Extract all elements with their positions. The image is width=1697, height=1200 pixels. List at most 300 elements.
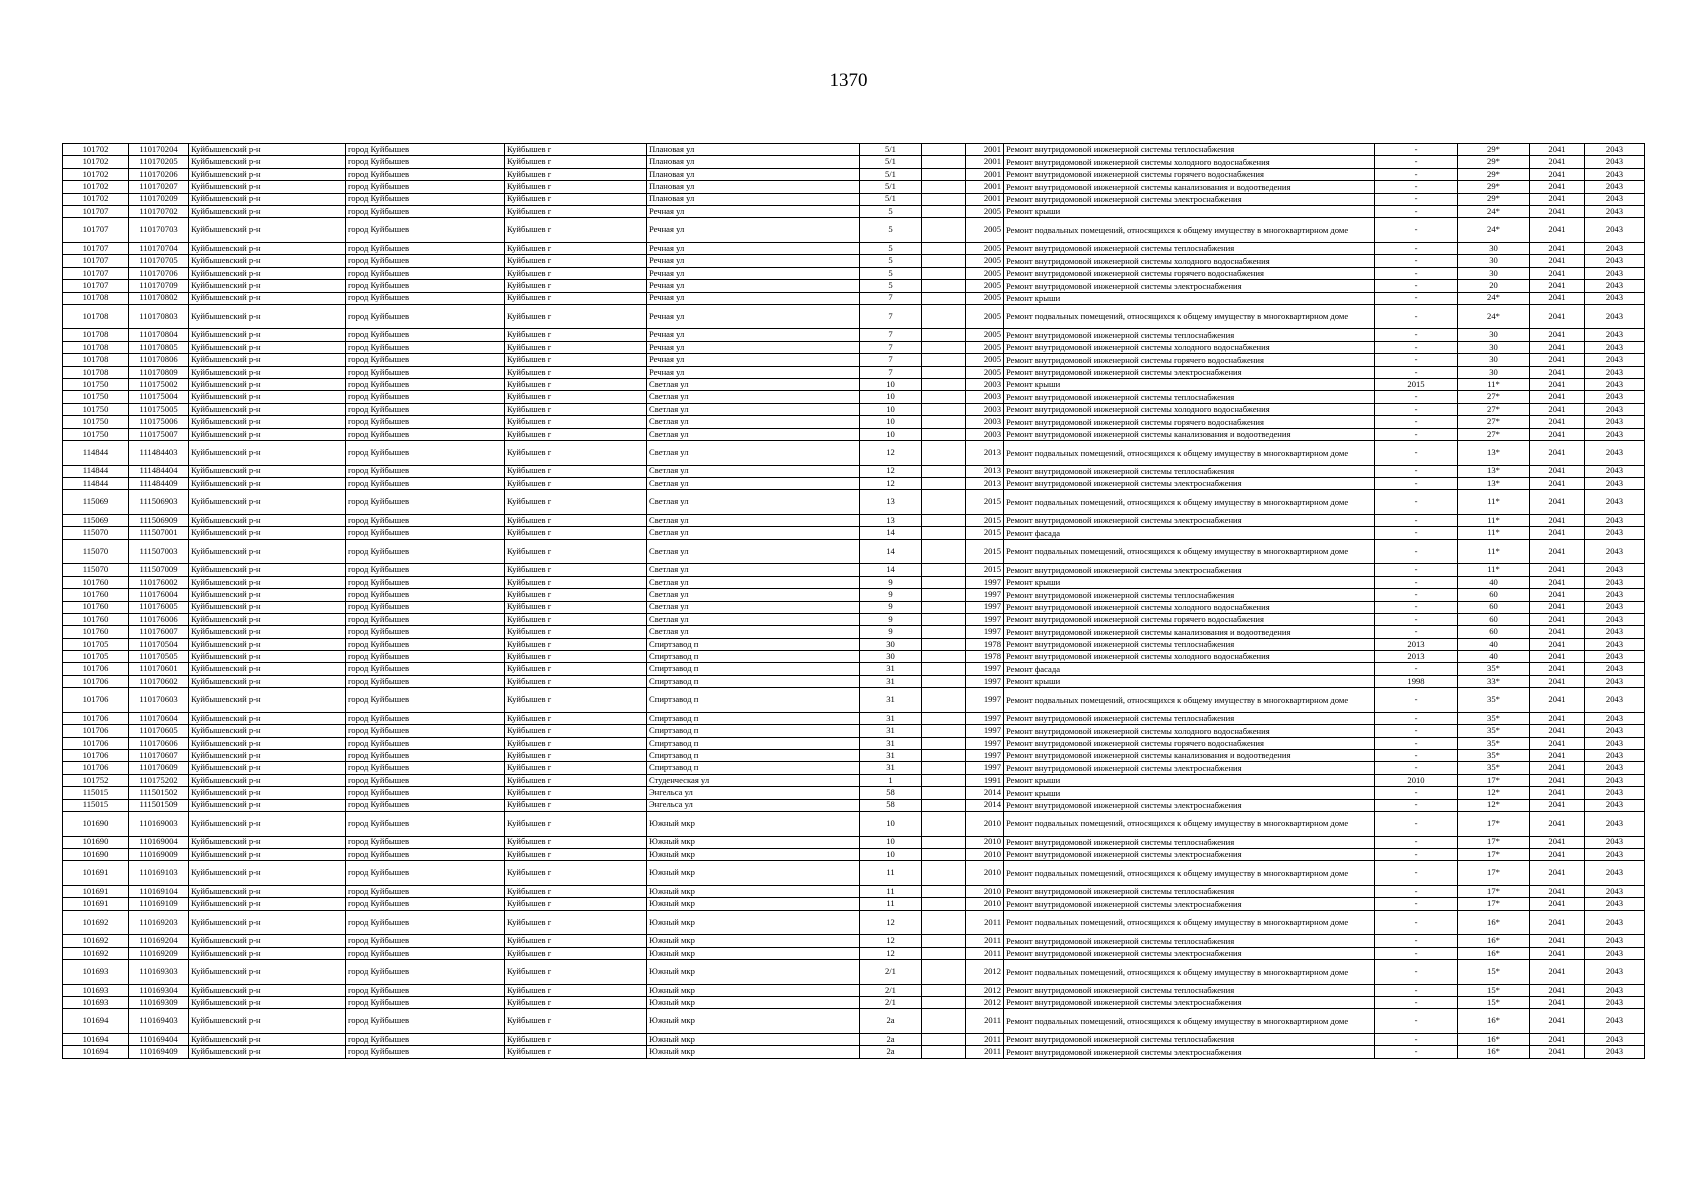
work-id: 111501509 [129,799,189,811]
plan-end-year-cell: 2043 [1585,181,1645,193]
building-cell [922,366,966,378]
wear-percent-cell: 35* [1458,762,1530,774]
table-row [63,1034,1645,1046]
district-cell: Куйбышевский р-н [189,613,346,625]
settlement-cell: Куйбышев г [505,193,647,205]
work-type-cell: Ремонт подвальных помещений, относящихся к общему имуществу в многоквартирном доме [1004,811,1375,836]
plan-start-year-cell: 2041 [1530,242,1585,254]
street-cell: Речная ул [647,218,860,243]
last-repair-year-cell: - [1375,465,1458,477]
house-number-cell: 5 [860,218,922,243]
work-type-cell: Ремонт подвальных помещений, относящихся к общему имуществу в многоквартирном доме [1004,490,1375,515]
work-id: 110169309 [129,997,189,1009]
house-id: 101760 [63,613,129,625]
plan-end-year-cell: 2043 [1585,638,1645,650]
last-repair-year-cell: - [1375,193,1458,205]
house-id: 101708 [63,292,129,304]
table-row [63,354,1645,366]
wear-percent-cell: 60 [1458,613,1530,625]
house-number-cell: 5 [860,242,922,254]
municipality-cell: город Куйбышев [346,366,505,378]
plan-start-year-cell: 2041 [1530,490,1585,515]
municipality-cell: город Куйбышев [346,626,505,638]
district-cell: Куйбышевский р-н [189,799,346,811]
work-type-cell: Ремонт подвальных помещений, относящихся к общему имуществу в многоквартирном доме [1004,441,1375,466]
district-cell: Куйбышевский р-н [189,205,346,217]
year-built-cell: 2005 [966,341,1004,353]
work-type-cell: Ремонт внутридомовой инженерной системы холодного водоснабжения [1004,403,1375,415]
work-type-cell: Ремонт внутридомовой инженерной системы холодного водоснабжения [1004,255,1375,267]
table-row [63,341,1645,353]
wear-percent-cell: 60 [1458,601,1530,613]
building-cell [922,218,966,243]
house-number-cell: 5/1 [860,181,922,193]
house-id: 101706 [63,750,129,762]
work-type-cell: Ремонт внутридомовой инженерной системы теплоснабжения [1004,984,1375,996]
work-id: 110170605 [129,725,189,737]
building-cell [922,712,966,724]
house-id: 101750 [63,379,129,391]
plan-start-year-cell: 2041 [1530,292,1585,304]
table-row [63,490,1645,515]
district-cell: Куйбышевский р-н [189,416,346,428]
work-id: 111484403 [129,441,189,466]
plan-start-year-cell: 2041 [1530,1009,1585,1034]
last-repair-year-cell: - [1375,341,1458,353]
house-number-cell: 7 [860,304,922,329]
street-cell: Южный мкр [647,836,860,848]
house-id: 101692 [63,947,129,959]
house-id: 101702 [63,181,129,193]
house-number-cell: 31 [860,750,922,762]
municipality-cell: город Куйбышев [346,576,505,588]
house-id: 101692 [63,935,129,947]
table-row [63,193,1645,205]
house-number-cell: 5 [860,205,922,217]
work-id: 110170703 [129,218,189,243]
municipality-cell: город Куйбышев [346,242,505,254]
plan-start-year-cell: 2041 [1530,205,1585,217]
settlement-cell: Куйбышев г [505,255,647,267]
last-repair-year-cell: - [1375,564,1458,576]
building-cell [922,514,966,526]
year-built-cell: 2005 [966,267,1004,279]
plan-start-year-cell: 2041 [1530,947,1585,959]
house-id: 115069 [63,514,129,526]
plan-start-year-cell: 2041 [1530,589,1585,601]
district-cell: Куйбышевский р-н [189,168,346,180]
house-id: 115015 [63,799,129,811]
settlement-cell: Куйбышев г [505,935,647,947]
building-cell [922,490,966,515]
work-id: 111506909 [129,514,189,526]
table-row [63,638,1645,650]
settlement-cell: Куйбышев г [505,329,647,341]
plan-end-year-cell: 2043 [1585,416,1645,428]
work-type-cell: Ремонт внутридомовой инженерной системы горячего водоснабжения [1004,737,1375,749]
building-cell [922,1046,966,1058]
work-type-cell: Ремонт внутридомовой инженерной системы холодного водоснабжения [1004,156,1375,168]
house-number-cell: 11 [860,861,922,886]
settlement-cell: Куйбышев г [505,663,647,675]
building-cell [922,997,966,1009]
year-built-cell: 2012 [966,984,1004,996]
street-cell: Светлая ул [647,379,860,391]
municipality-cell: город Куйбышев [346,712,505,724]
wear-percent-cell: 15* [1458,960,1530,985]
work-id: 110176007 [129,626,189,638]
settlement-cell: Куйбышев г [505,205,647,217]
street-cell: Южный мкр [647,960,860,985]
house-id: 101692 [63,910,129,935]
work-type-cell: Ремонт внутридомовой инженерной системы канализования и водоотведения [1004,626,1375,638]
street-cell: Южный мкр [647,1046,860,1058]
plan-end-year-cell: 2043 [1585,465,1645,477]
wear-percent-cell: 40 [1458,651,1530,663]
plan-start-year-cell: 2041 [1530,675,1585,687]
house-id: 101706 [63,712,129,724]
wear-percent-cell: 17* [1458,811,1530,836]
work-id: 110169209 [129,947,189,959]
table-row [63,441,1645,466]
house-id: 101706 [63,737,129,749]
house-number-cell: 2/1 [860,984,922,996]
work-type-cell: Ремонт внутридомовой инженерной системы канализования и водоотведения [1004,750,1375,762]
plan-start-year-cell: 2041 [1530,477,1585,489]
work-id: 110169204 [129,935,189,947]
plan-end-year-cell: 2043 [1585,613,1645,625]
settlement-cell: Куйбышев г [505,366,647,378]
building-cell [922,1034,966,1046]
plan-end-year-cell: 2043 [1585,156,1645,168]
plan-end-year-cell: 2043 [1585,984,1645,996]
work-type-cell: Ремонт фасада [1004,527,1375,539]
plan-end-year-cell: 2043 [1585,774,1645,786]
street-cell: Плановая ул [647,144,860,156]
year-built-cell: 2010 [966,836,1004,848]
work-id: 111501502 [129,787,189,799]
work-type-cell: Ремонт внутридомовой инженерной системы электроснабжения [1004,997,1375,1009]
settlement-cell: Куйбышев г [505,675,647,687]
settlement-cell: Куйбышев г [505,564,647,576]
street-cell: Плановая ул [647,156,860,168]
house-number-cell: 10 [860,811,922,836]
year-built-cell: 2011 [966,947,1004,959]
house-id: 101706 [63,663,129,675]
house-number-cell: 12 [860,947,922,959]
building-cell [922,255,966,267]
settlement-cell: Куйбышев г [505,168,647,180]
wear-percent-cell: 35* [1458,663,1530,675]
street-cell: Южный мкр [647,935,860,947]
plan-end-year-cell: 2043 [1585,341,1645,353]
work-type-cell: Ремонт подвальных помещений, относящихся к общему имуществу в многоквартирном доме [1004,218,1375,243]
building-cell [922,267,966,279]
year-built-cell: 2001 [966,168,1004,180]
house-id: 101691 [63,898,129,910]
house-number-cell: 9 [860,613,922,625]
wear-percent-cell: 30 [1458,366,1530,378]
work-id: 110170505 [129,651,189,663]
work-type-cell: Ремонт внутридомовой инженерной системы теплоснабжения [1004,329,1375,341]
house-number-cell: 14 [860,564,922,576]
plan-end-year-cell: 2043 [1585,626,1645,638]
house-number-cell: 30 [860,638,922,650]
municipality-cell: город Куйбышев [346,997,505,1009]
table-row [63,997,1645,1009]
table-row [63,750,1645,762]
settlement-cell: Куйбышев г [505,762,647,774]
last-repair-year-cell: - [1375,848,1458,860]
last-repair-year-cell: - [1375,947,1458,959]
settlement-cell: Куйбышев г [505,292,647,304]
table-row [63,527,1645,539]
building-cell [922,638,966,650]
table-row [63,725,1645,737]
work-type-cell: Ремонт подвальных помещений, относящихся к общему имуществу в многоквартирном доме [1004,539,1375,564]
year-built-cell: 1997 [966,626,1004,638]
plan-start-year-cell: 2041 [1530,564,1585,576]
municipality-cell: город Куйбышев [346,898,505,910]
house-number-cell: 11 [860,885,922,897]
last-repair-year-cell: - [1375,477,1458,489]
table-row [63,626,1645,638]
settlement-cell: Куйбышев г [505,688,647,713]
work-type-cell: Ремонт внутридомовой инженерной системы теплоснабжения [1004,1034,1375,1046]
house-number-cell: 31 [860,688,922,713]
settlement-cell: Куйбышев г [505,774,647,786]
house-id: 101750 [63,416,129,428]
district-cell: Куйбышевский р-н [189,193,346,205]
wear-percent-cell: 29* [1458,193,1530,205]
year-built-cell: 2001 [966,181,1004,193]
house-number-cell: 14 [860,527,922,539]
work-id: 110176005 [129,601,189,613]
street-cell: Спиртзавод п [647,688,860,713]
building-cell [922,391,966,403]
house-number-cell: 5/1 [860,156,922,168]
district-cell: Куйбышевский р-н [189,675,346,687]
street-cell: Энгельса ул [647,799,860,811]
last-repair-year-cell: - [1375,836,1458,848]
plan-end-year-cell: 2043 [1585,651,1645,663]
work-type-cell: Ремонт внутридомовой инженерной системы горячего водоснабжения [1004,354,1375,366]
work-id: 110176002 [129,576,189,588]
street-cell: Южный мкр [647,1034,860,1046]
street-cell: Светлая ул [647,626,860,638]
wear-percent-cell: 13* [1458,477,1530,489]
settlement-cell: Куйбышев г [505,354,647,366]
plan-end-year-cell: 2043 [1585,885,1645,897]
building-cell [922,589,966,601]
table-row [63,787,1645,799]
building-cell [922,416,966,428]
district-cell: Куйбышевский р-н [189,725,346,737]
street-cell: Светлая ул [647,514,860,526]
plan-end-year-cell: 2043 [1585,218,1645,243]
building-cell [922,205,966,217]
municipality-cell: город Куйбышев [346,304,505,329]
municipality-cell: город Куйбышев [346,465,505,477]
year-built-cell: 2015 [966,514,1004,526]
table-row [63,799,1645,811]
plan-start-year-cell: 2041 [1530,960,1585,985]
house-id: 101706 [63,675,129,687]
house-number-cell: 5/1 [860,144,922,156]
last-repair-year-cell: - [1375,811,1458,836]
municipality-cell: город Куйбышев [346,564,505,576]
house-number-cell: 12 [860,441,922,466]
settlement-cell: Куйбышев г [505,848,647,860]
work-id: 111507001 [129,527,189,539]
house-id: 101760 [63,626,129,638]
house-number-cell: 2/1 [860,997,922,1009]
municipality-cell: город Куйбышев [346,947,505,959]
settlement-cell: Куйбышев г [505,787,647,799]
street-cell: Светлая ул [647,576,860,588]
municipality-cell: город Куйбышев [346,885,505,897]
district-cell: Куйбышевский р-н [189,688,346,713]
last-repair-year-cell: - [1375,156,1458,168]
table-row [63,416,1645,428]
plan-start-year-cell: 2041 [1530,576,1585,588]
house-number-cell: 30 [860,651,922,663]
settlement-cell: Куйбышев г [505,836,647,848]
district-cell: Куйбышевский р-н [189,947,346,959]
last-repair-year-cell: - [1375,267,1458,279]
year-built-cell: 2013 [966,465,1004,477]
house-number-cell: 10 [860,836,922,848]
table-row [63,861,1645,886]
table-row [63,514,1645,526]
year-built-cell: 1978 [966,651,1004,663]
last-repair-year-cell: 1998 [1375,675,1458,687]
street-cell: Спиртзавод п [647,651,860,663]
last-repair-year-cell: - [1375,242,1458,254]
last-repair-year-cell: - [1375,403,1458,415]
last-repair-year-cell: - [1375,218,1458,243]
street-cell: Южный мкр [647,984,860,996]
last-repair-year-cell: - [1375,589,1458,601]
plan-end-year-cell: 2043 [1585,564,1645,576]
municipality-cell: город Куйбышев [346,836,505,848]
last-repair-year-cell: 2013 [1375,651,1458,663]
house-id: 101707 [63,267,129,279]
table-row [63,601,1645,613]
house-number-cell: 5 [860,255,922,267]
district-cell: Куйбышевский р-н [189,997,346,1009]
house-number-cell: 12 [860,477,922,489]
district-cell: Куйбышевский р-н [189,848,346,860]
house-number-cell: 12 [860,910,922,935]
municipality-cell: город Куйбышев [346,935,505,947]
plan-end-year-cell: 2043 [1585,750,1645,762]
building-cell [922,613,966,625]
table-row [63,675,1645,687]
work-id: 110170207 [129,181,189,193]
table-row [63,1009,1645,1034]
street-cell: Светлая ул [647,589,860,601]
work-type-cell: Ремонт крыши [1004,576,1375,588]
house-id: 101690 [63,848,129,860]
district-cell: Куйбышевский р-н [189,811,346,836]
house-id: 101708 [63,329,129,341]
work-type-cell: Ремонт подвальных помещений, относящихся к общему имуществу в многоквартирном доме [1004,688,1375,713]
settlement-cell: Куйбышев г [505,490,647,515]
plan-start-year-cell: 2041 [1530,885,1585,897]
plan-end-year-cell: 2043 [1585,1009,1645,1034]
wear-percent-cell: 60 [1458,589,1530,601]
house-number-cell: 31 [860,675,922,687]
table-row [63,465,1645,477]
settlement-cell: Куйбышев г [505,737,647,749]
work-type-cell: Ремонт внутридомовой инженерной системы теплоснабжения [1004,144,1375,156]
building-cell [922,750,966,762]
house-number-cell: 13 [860,490,922,515]
building-cell [922,168,966,180]
wear-percent-cell: 60 [1458,626,1530,638]
building-cell [922,984,966,996]
street-cell: Светлая ул [647,465,860,477]
year-built-cell: 2003 [966,379,1004,391]
work-id: 110169104 [129,885,189,897]
last-repair-year-cell: - [1375,181,1458,193]
year-built-cell: 2011 [966,1034,1004,1046]
table-row [63,280,1645,292]
building-cell [922,935,966,947]
municipality-cell: город Куйбышев [346,762,505,774]
street-cell: Речная ул [647,304,860,329]
district-cell: Куйбышевский р-н [189,280,346,292]
district-cell: Куйбышевский р-н [189,638,346,650]
work-type-cell: Ремонт подвальных помещений, относящихся к общему имуществу в многоквартирном доме [1004,861,1375,886]
plan-end-year-cell: 2043 [1585,601,1645,613]
plan-start-year-cell: 2041 [1530,1046,1585,1058]
last-repair-year-cell: - [1375,601,1458,613]
work-id: 111484409 [129,477,189,489]
house-number-cell: 10 [860,391,922,403]
district-cell: Куйбышевский р-н [189,836,346,848]
house-id: 115070 [63,539,129,564]
municipality-cell: город Куйбышев [346,651,505,663]
wear-percent-cell: 35* [1458,712,1530,724]
work-id: 110170602 [129,675,189,687]
district-cell: Куйбышевский р-н [189,750,346,762]
district-cell: Куйбышевский р-н [189,379,346,391]
last-repair-year-cell: - [1375,861,1458,886]
table-row [63,366,1645,378]
year-built-cell: 2012 [966,997,1004,1009]
municipality-cell: город Куйбышев [346,341,505,353]
plan-end-year-cell: 2043 [1585,836,1645,848]
last-repair-year-cell: - [1375,762,1458,774]
street-cell: Плановая ул [647,193,860,205]
municipality-cell: город Куйбышев [346,787,505,799]
building-cell [922,848,966,860]
house-id: 114844 [63,441,129,466]
municipality-cell: город Куйбышев [346,1009,505,1034]
year-built-cell: 2015 [966,490,1004,515]
street-cell: Светлая ул [647,416,860,428]
building-cell [922,688,966,713]
wear-percent-cell: 30 [1458,242,1530,254]
district-cell: Куйбышевский р-н [189,490,346,515]
work-type-cell: Ремонт внутридомовой инженерной системы теплоснабжения [1004,712,1375,724]
plan-start-year-cell: 2041 [1530,514,1585,526]
municipality-cell: город Куйбышев [346,601,505,613]
plan-end-year-cell: 2043 [1585,514,1645,526]
wear-percent-cell: 20 [1458,280,1530,292]
